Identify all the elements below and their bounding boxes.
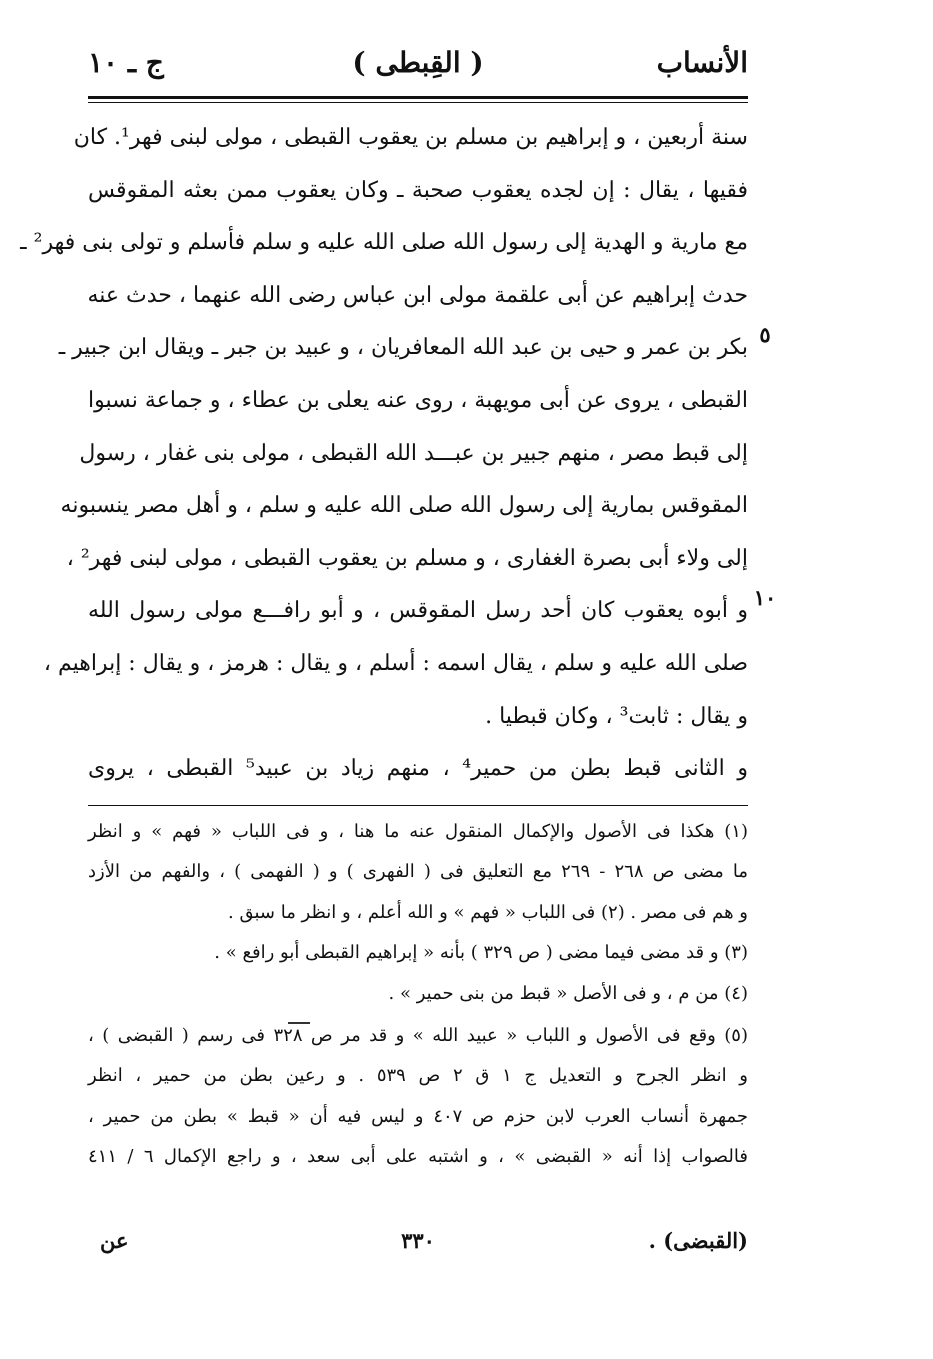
printer-mark (288, 1022, 310, 1024)
text-line: إلى قبط مصر ، منهم جبير بن عبـــد الله القبطى ، مولى بنى غفار ، رسول (79, 440, 748, 466)
line-number-5: ٥ (759, 322, 771, 347)
text-line: المقوقس بمارية إلى رسول الله صلى الله عليه و سلم ، و أهل مصر ينسبونه (60, 493, 748, 519)
text-line: حدث إبراهيم عن أبى علقمة مولى ابن عباس رضى الله عنهما ، حدث عنه (87, 282, 748, 308)
volume-number: ج ـ ١٠ (88, 46, 164, 79)
footnote-separator (88, 805, 748, 806)
text-line: القبطى ، يروى عن أبى مويهبة ، روى عنه يعلى بن عطاء ، و جماعة نسبوا (88, 387, 748, 413)
page-number: ٣٣٠ (401, 1228, 435, 1253)
running-header (88, 42, 748, 86)
footnote-line: و انظر الجرح و التعديل ج ١ ق ٢ ص ٥٣٩ . و رعين بطن من حمير ، انظر (88, 1065, 748, 1087)
footnote-line: ما مضى ص ٢٦٨ - ٢٦٩ مع التعليق فى ( الفهرى ) و ( الفهمى ) ، والفهم من الأزد (88, 861, 748, 883)
text-line: و يقال : ثابت³ ، وكان قبطيا . (485, 703, 748, 729)
header-rule-thick (88, 96, 748, 99)
book-title: الأنساب (656, 46, 748, 79)
footnote-line: (٤) من م ، و فى الأصل « قبط من بنى حمير » . (388, 982, 748, 1004)
text-line: فقيها ، يقال : إن لجده يعقوب صحبة ـ وكان يعقوب ممن بعثه المقوقس (88, 177, 748, 203)
section-title: ( القِبطى ) (352, 46, 484, 79)
footnote-line: (٣) و قد مضى فيما مضى ( ص ٣٢٩ ) بأنه « إبراهيم القبطى أبو رافع » . (214, 942, 748, 964)
text-line: سنة أربعين ، و إبراهيم بن مسلم بن يعقوب القبطى ، مولى لبنى فهر¹. كان (73, 125, 748, 150)
text-line: بكر بن عمر و حيى بن عبد الله المعافريان ، و عبيد بن جبر ـ ويقال ابن جبير ـ (58, 335, 748, 361)
catchword: عن (100, 1228, 129, 1253)
footnotes (88, 812, 748, 1178)
page-footer (88, 1228, 748, 1260)
main-text (20, 112, 777, 796)
text-line: مع مارية و الهدية إلى رسول الله صلى الله عليه و سلم فأسلم و تولى بنى فهر² ـ (20, 230, 748, 256)
footnote-line: (١) هكذا فى الأصول والإكمال المنقول عنه ما هنا ، و فى اللباب « فهم » و انظر (88, 821, 748, 842)
footnote-line: فالصواب إذا أنه « القبضى » ، و اشتبه على أبى سعد ، و راجع الإكمال ٦ / ٤١١ (88, 1146, 748, 1168)
footnote-last-line: (القبضى) . (648, 1228, 748, 1253)
text-line: إلى ولاء أبى بصرة الغفارى ، و مسلم بن يعقوب القبطى ، مولى لبنى فهر² ، (66, 545, 748, 571)
text-line: صلى الله عليه و سلم ، يقال اسمه : أسلم ، و يقال : هرمز ، و يقال : إبراهيم ، (43, 650, 748, 676)
line-number-10: ١٠ (753, 585, 777, 610)
text-line: و أبوه يعقوب كان أحد رسل المقوقس ، و أبو رافـــع مولى رسول الله (88, 598, 748, 624)
footnote-line: (٥) وقع فى الأصول و اللباب « عبيد الله » و قد مر ص ٣٢٨ فى رسم ( القبضى ) ، (88, 1024, 748, 1046)
header-rule-thin (88, 102, 748, 103)
footnote-line: و هم فى مصر . (٢) فى اللباب « فهم » و الله أعلم ، و انظر ما سبق . (228, 901, 748, 923)
footnote-line: جمهرة أنساب العرب لابن حزم ص ٤٠٧ و ليس فيه أن « قبط » بطن من حمير ، (88, 1105, 749, 1127)
text-line: و الثانى قبط بطن من حمير⁴ ، منهم زياد بن عبيد⁵ القبطى ، يروى (88, 756, 748, 782)
